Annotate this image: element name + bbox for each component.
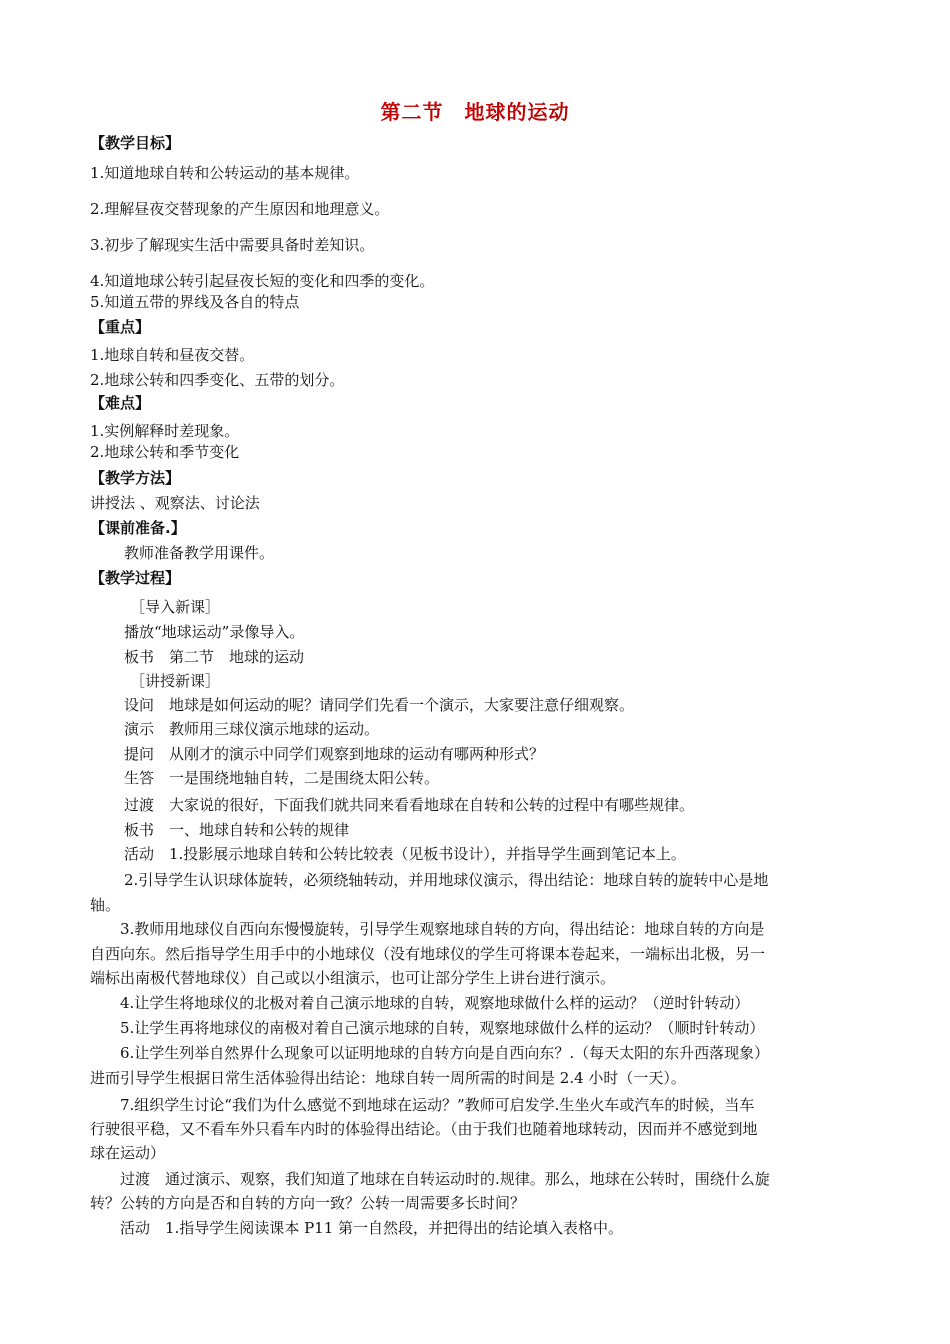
process-line: 6.让学生列举自然界什么现象可以证明地球的自转方向是自西向东？.（每天太阳的东升西落现象） (120, 1044, 770, 1062)
process-line: 端标出南极代替地球仪）自己或以小组演示，也可让部分学生上讲台进行演示。 (90, 969, 616, 987)
process-line: 球在运动） (90, 1144, 166, 1162)
key-points-heading: 【重点】 (90, 318, 151, 336)
process-line: 轴。 (90, 896, 121, 914)
process-line: 进而引导学生根据日常生活体验得出结论：地球自转一周所需的时间是 2.4 小时（一天）。 (90, 1069, 686, 1087)
objective-item: 3.初步了解现实生活中需要具备时差知识。 (90, 236, 375, 254)
teaching-method-text: 讲授法 、观察法、讨论法 (90, 494, 260, 512)
process-line: 过渡 大家说的很好，下面我们就共同来看看地球在自转和公转的过程中有哪些规律。 (124, 796, 695, 814)
process-line: 4.让学生将地球仪的北极对着自己演示地球的自转，观察地球做什么样的运动？（逆时针转动） (120, 994, 750, 1012)
page-title: 第二节 地球的运动 (380, 100, 570, 124)
process-heading: 【教学过程】 (90, 569, 181, 587)
objective-item: 2.理解昼夜交替现象的产生原因和地理意义。 (90, 200, 390, 218)
process-line: 演示 教师用三球仪演示地球的运动。 (124, 720, 380, 738)
process-line: 板书 第二节 地球的运动 (124, 648, 305, 666)
process-line: 播放“地球运动”录像导入。 (124, 623, 305, 641)
process-line: ［讲授新课］ (130, 672, 221, 690)
process-line: 3.教师用地球仪自西向东慢慢旋转，引导学生观察地球自转的方向，得出结论：地球自转的方向是 (120, 920, 765, 938)
process-line: 设问 地球是如何运动的呢？请同学们先看一个演示，大家要注意仔细观察。 (124, 696, 635, 714)
preparation-heading: 【课前准备.】 (90, 519, 186, 537)
process-line: 生答 一是围绕地轴自转，二是围绕太阳公转。 (124, 769, 440, 787)
teaching-method-heading: 【教学方法】 (90, 469, 181, 487)
objectives-heading: 【教学目标】 (90, 134, 181, 152)
process-line: 行驶很平稳，又不看车外只看车内时的体验得出结论。（由于我们也随着地球转动，因而并不感觉到地 (90, 1120, 758, 1138)
difficult-point-item: 1.实例解释时差现象。 (90, 422, 240, 440)
process-line: 转？公转的方向是否和自转的方向一致？公转一周需要多长时间？ (90, 1194, 526, 1212)
objective-item: 4.知道地球公转引起昼夜长短的变化和四季的变化。 (90, 272, 435, 290)
process-line: 7.组织学生讨论“我们为什么感觉不到地球在运动？”教师可启发学.生坐火车或汽车的时候，当车 (120, 1096, 755, 1114)
process-line: 自西向东。然后指导学生用手中的小地球仪（没有地球仪的学生可将课本卷起来，一端标出北极，另一 (90, 945, 766, 963)
process-line: ［导入新课］ (130, 598, 221, 616)
objective-item: 1.知道地球自转和公转运动的基本规律。 (90, 164, 360, 182)
objective-item: 5.知道五带的界线及各自的特点 (90, 293, 300, 311)
process-line: 2.引导学生认识球体旋转，必须绕轴转动，并用地球仪演示，得出结论：地球自转的旋转中心是地 (124, 871, 769, 889)
difficult-point-item: 2.地球公转和季节变化 (90, 443, 240, 461)
process-line: 活动 1.指导学生阅读课本 P11 第一自然段，并把得出的结论填入表格中。 (120, 1219, 624, 1237)
process-line: 板书 一、地球自转和公转的规律 (124, 821, 350, 839)
process-line: 过渡 通过演示、观察，我们知道了地球在自转运动时的.规律。那么，地球在公转时，围绕什么旋 (120, 1170, 770, 1188)
preparation-text: 教师准备教学用课件。 (124, 544, 275, 562)
process-line: 提问 从刚才的演示中同学们观察到地球的运动有哪两种形式？ (124, 745, 545, 763)
key-point-item: 1.地球自转和昼夜交替。 (90, 346, 255, 364)
process-line: 活动 1.投影展示地球自转和公转比较表（见板书设计），并指导学生画到笔记本上。 (124, 845, 686, 863)
difficult-points-heading: 【难点】 (90, 394, 151, 412)
process-line: 5.让学生再将地球仪的南极对着自己演示地球的自转，观察地球做什么样的运动？（顺时针转动） (120, 1019, 765, 1037)
key-point-item: 2.地球公转和四季变化、五带的划分。 (90, 371, 345, 389)
